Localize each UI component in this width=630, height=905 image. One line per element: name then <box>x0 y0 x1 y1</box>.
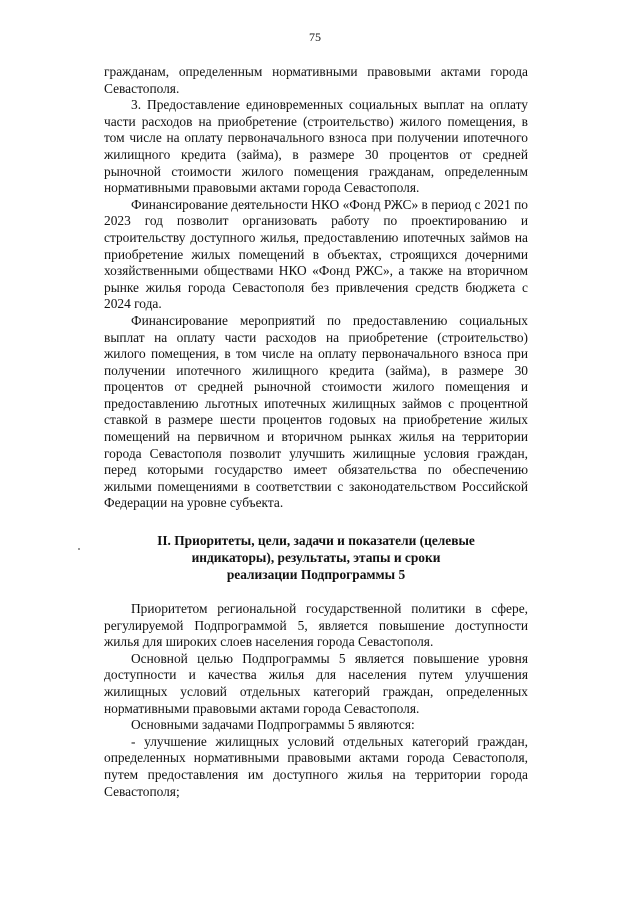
list-item: - улучшение жилищных условий отдельных категорий граждан, определенных нормативными правовыми актами города Севастополя, путем предоставления им доступного жилья на территории города Севастополя; <box>104 733 528 799</box>
paragraph: Приоритетом региональной государственной политики в сфере, регулируемой Подпрограммой 5, является повышение доступности жилья для широких слоев населения города Севастополя. <box>104 601 528 650</box>
scan-speck <box>78 548 80 550</box>
paragraph: Основными задачами Подпрограммы 5 являются: <box>131 717 415 733</box>
paragraph: Финансирование деятельности НКО «Фонд РЖС» в период с 2021 по 2023 год позволит организовать работу по проектированию и строительству доступного жилья, предоставлению ипотечных займов на приобретение жилых помещений в объектах, строящихся дочерними хозяйственными обществами НКО «Фонд РЖС», а также на вторичном рынке жилья города Севастополя без привлечения средств бюджета с 2024 года. <box>104 196 528 312</box>
heading-line: реализации Подпрограммы 5 <box>226 567 406 583</box>
section-heading <box>104 532 528 583</box>
document-body <box>104 64 528 800</box>
heading-line: индикаторы), результаты, этапы и сроки <box>191 550 441 566</box>
paragraph: гражданам, определенным нормативными правовыми актами города Севастополя. <box>104 64 528 96</box>
page-number: 75 <box>309 30 321 44</box>
paragraph: Финансирование мероприятий по предоставлению социальных выплат на оплату части расходов на приобретение (строительство) жилого помещения, в том числе на оплату первоначального взноса при получении ипотечного жилищного кредита (займа), в размере 30 процентов от средней рыночной стоимости жилого помещения и предоставлению льготных ипотечных жилищных займов с процентной ставкой в размере шести процентов годовых на приобретение жилых помещений на первичном и вторичном рынках жилья на территории города Севастополя позволит улучшить жилищные условия граждан, перед которыми государство имеет обязательства по обеспечению жилыми помещениями в соответствии с законодательством Российской Федерации на уровне субъекта. <box>104 312 528 511</box>
paragraph: Основной целью Подпрограммы 5 является повышение уровня доступности и качества жилья для населения путем улучшения жилищных условий отдельных категорий граждан, определенных нормативными правовыми актами города Севастополя. <box>104 650 528 716</box>
paragraph: 3. Предоставление единовременных социальных выплат на оплату части расходов на приобретение (строительство) жилого помещения, в том числе на оплату первоначального взноса при получении ипотечного жилищного кредита (займа), в размере 30 процентов от средней рыночной стоимости жилого помещения гражданам, определенным нормативными правовыми актами города Севастополя. <box>104 97 528 196</box>
heading-line: II. Приоритеты, цели, задачи и показатели (целевые <box>157 533 475 549</box>
